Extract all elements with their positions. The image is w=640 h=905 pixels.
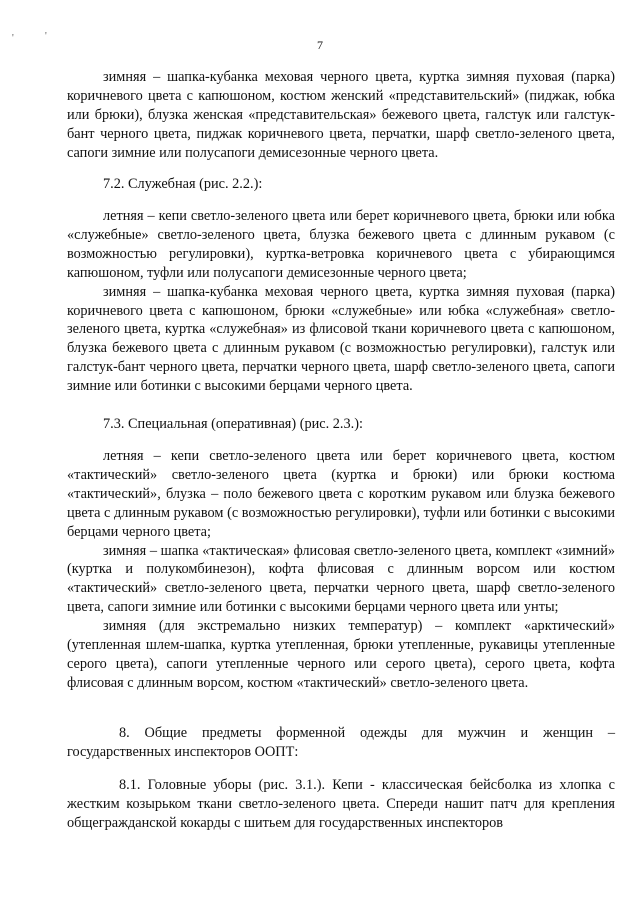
section-7-2-body [67, 207, 615, 396]
section-8 [67, 724, 615, 762]
section-7-3-summer: летняя – кепи светло-зеленого цвета или берет коричневого цвета, костюм «тактический» светло-зеленого цвета (куртка и брюки) или брюки костюма «тактический», блузка – поло бежевого цвета с коротким рукавом или блузка бежевого цвета с длинным рукавом (с возможностью регулировки), туфли или ботинки с высокими берцами черного цвета; [67, 448, 615, 540]
scan-mark: ' [12, 33, 14, 44]
section-7-3-winter: зимняя – шапка «тактическая» флисовая светло-зеленого цвета, комплект «зимний» (куртка и полукомбинезон), кофта флисовая с длинным ворсом или костюм «тактический» светло-зеленого цвета, перчатки черного цвета, шарф светло-зеленого цвета, сапоги зимние или ботинки с высокими берцами черного цвета или унты; [67, 542, 615, 616]
intro-block [67, 68, 615, 163]
section-7-3-body [67, 447, 615, 693]
section-7-2-heading: 7.2. Служебная (рис. 2.2.): [103, 176, 263, 192]
scan-mark: ' [45, 31, 47, 42]
section-8-1-paragraph: 8.1. Головные уборы (рис. 3.1.). Кепи - классическая бейсболка из хлопка с жестким козырьком ткани светло-зеленого цвета. Спереди нашит патч для крепления общегражданской кокарды с шитьем для государственных инспекторов [67, 777, 615, 831]
section-8-1 [67, 776, 615, 833]
page-number: 7 [317, 38, 323, 52]
section-7-3 [67, 415, 615, 434]
section-8-heading: 8. Общие предметы форменной одежды для мужчин и женщин – государственных инспекторов ООПТ: [67, 725, 615, 760]
section-7-2-summer: летняя – кепи светло-зеленого цвета или берет коричневого цвета, брюки или юбка «служебные» светло-зеленого цвета, блузка бежевого цвета с длинным рукавом (с возможностью регулировки), куртка-ветровка коричневого цвета с убирающимся капюшоном, туфли или полусапоги демисезонные черного цвета; [67, 208, 615, 281]
intro-winter-paragraph: зимняя – шапка-кубанка меховая черного цвета, куртка зимняя пуховая (парка) коричневого цвета с капюшоном, костюм женский «представительский» (пиджак, юбка или брюки), блузка женская «представительская» бежевого цвета, галстук или галстук-бант черного цвета, пиджак коричневого цвета, перчатки, шарф светло-зеленого цвета, сапоги зимние или полусапоги демисезонные черного цвета. [67, 69, 615, 161]
section-7-3-heading: 7.3. Специальная (оперативная) (рис. 2.3.): [103, 416, 363, 432]
section-7-2-winter: зимняя – шапка-кубанка меховая черного цвета, куртка зимняя пуховая (парка) коричневого цвета с капюшоном, брюки «служебные» или юбка «служебная» светло-зеленого цвета, куртка «служебная» из флисовой ткани коричневого цвета с капюшоном, блузка бежевого цвета с длинным рукавом (с возможностью регулировки), галстук или галстук-бант черного цвета, перчатки черного цвета, шарф светло-зеленого цвета, сапоги зимние или ботинки с высокими берцами черного цвета. [67, 283, 615, 395]
section-7-2 [67, 175, 615, 194]
section-7-3-winter-extreme: зимняя (для экстремально низких температур) – комплект «арктический» (утепленная шлем-шапка, куртка утепленная, брюки утепленные, рукавицы утепленные серого цвета), сапоги утепленные черного или серого цвета), серого цвета, кофта флисовая с длинным ворсом, костюм «тактический» светло-зеленого цвета. [67, 618, 615, 691]
